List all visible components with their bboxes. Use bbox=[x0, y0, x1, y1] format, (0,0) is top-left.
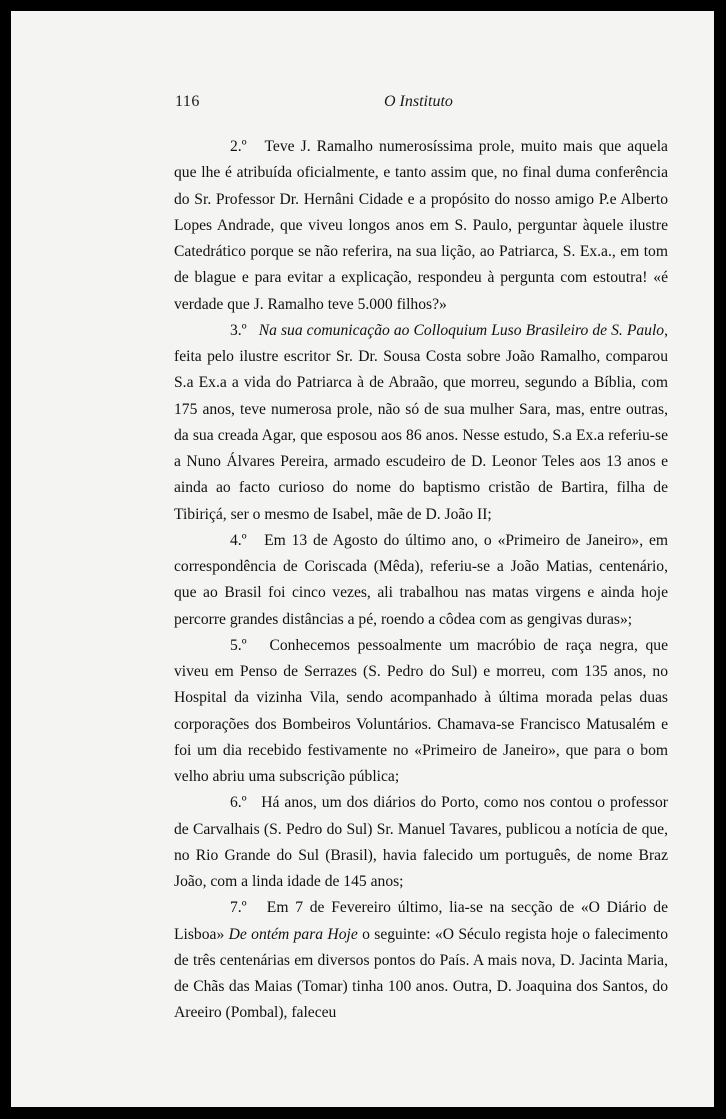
paragraph-number: 2.º bbox=[230, 138, 247, 155]
paragraph-text: Há anos, um dos diários do Porto, como nos contou o professor de Carvalhais (S. Pedro do Sul) Sr. Manuel Tavares, publicou a notícia de que, no Rio Grande do Sul (Brasil), havia falecido um português, de nome Braz João, com a linda idade de 145 anos; bbox=[174, 794, 668, 890]
paragraph-italic-text: De ontém para Hoje bbox=[228, 925, 358, 943]
paragraph-number: 6.º bbox=[230, 794, 247, 812]
paragraph-text: Em 13 de Agosto do último ano, o «Primeiro de Janeiro», em correspondência de Coriscada (Mêda), referiu-se a João Matias, centenário, que ao Brasil foi cinco vezes, ali trabalhou nas matas virgens e ainda hoje percorre grandes distâncias a pé, roendo a côdea com as gengivas duras»; bbox=[174, 531, 668, 628]
paragraph-italic-text: Na sua comunicação ao Colloquium Luso Brasileiro de S. Paulo bbox=[258, 321, 665, 339]
page-number: 116 bbox=[175, 93, 200, 110]
paragraph-number: 7.º bbox=[230, 899, 247, 917]
paragraph-text: o seguinte: «O Século regista hoje o falecimento de três centenárias em diversos pontos do País. A mais nova, D. Jacinta Maria, de Chãs das Maias (Tomar) tinha 100 anos. Outra, D. Joaquina dos Santos, do Areeiro (Pombal), faleceu bbox=[174, 925, 669, 1022]
page-header bbox=[11, 93, 714, 117]
book-page bbox=[11, 11, 714, 1107]
paragraph-4 bbox=[174, 528, 668, 633]
paragraph-2 bbox=[174, 134, 668, 318]
paragraph-number: 3.º bbox=[230, 321, 247, 339]
paragraph-number: 5.º bbox=[230, 636, 247, 654]
paragraph-6 bbox=[174, 790, 668, 895]
running-title: O Instituto bbox=[384, 93, 453, 110]
paragraph-text: , feita pelo ilustre escritor Sr. Dr. Sousa Costa sobre João Ramalho, comparou S.a Ex.a a vida do Patriarca à de Abraão, que morreu, segundo a Bíblia, com 175 anos, teve numerosa prole, não só de sua mulher Sara, mas, entre outras, da sua creada Agar, que esposou aos 86 anos. Nesse estudo, S.a Ex.a referiu-se a Nuno Álvares Pereira, armado escudeiro de D. Leonor Teles aos 13 anos e ainda ao facto curioso do nome do baptismo cristão de Bartira, filha de Tibiriçá, ser o mesmo de Isabel, mãe de D. João II; bbox=[174, 321, 668, 523]
body-text bbox=[174, 134, 668, 1027]
paragraph-number: 4.º bbox=[230, 531, 247, 549]
paragraph-text: Conhecemos pessoalmente um macróbio de raça negra, que viveu em Penso de Serrazes (S. Pedro do Sul) e morreu, com 135 anos, no Hospital da vizinha Vila, sendo acompanhado à última morada pelas duas corporações dos Bombeiros Voluntários. Chamava-se Francisco Matusalém e foi um dia recebido festivamente no «Primeiro de Janeiro», que para o bom velho abriu uma subscrição pública; bbox=[174, 636, 668, 785]
paragraph-7 bbox=[174, 895, 668, 1026]
paragraph-3 bbox=[174, 318, 668, 528]
paragraph-text: Em 7 de Fevereiro último, lia-se na secção de «O Diário de Lisboa» bbox=[174, 899, 668, 943]
paragraph-5 bbox=[174, 633, 668, 791]
paragraph-text: Teve J. Ramalho numerosíssima prole, muito mais que aquela que lhe é atribuída oficialmente, e tanto assim que, no final duma conferência do Sr. Professor Dr. Hernâni Cidade e a propósito do nosso amigo P.e Alberto Lopes Andrade, que viveu longos anos em S. Paulo, perguntar àquele ilustre Catedrático porque se não referira, na sua lição, ao Patriarca, S. Ex.a., em tom de blague e para evitar a explicação, respondeu à pergunta com estoutra! «é verdade que J. Ramalho teve 5.000 filhos?» bbox=[174, 138, 668, 313]
